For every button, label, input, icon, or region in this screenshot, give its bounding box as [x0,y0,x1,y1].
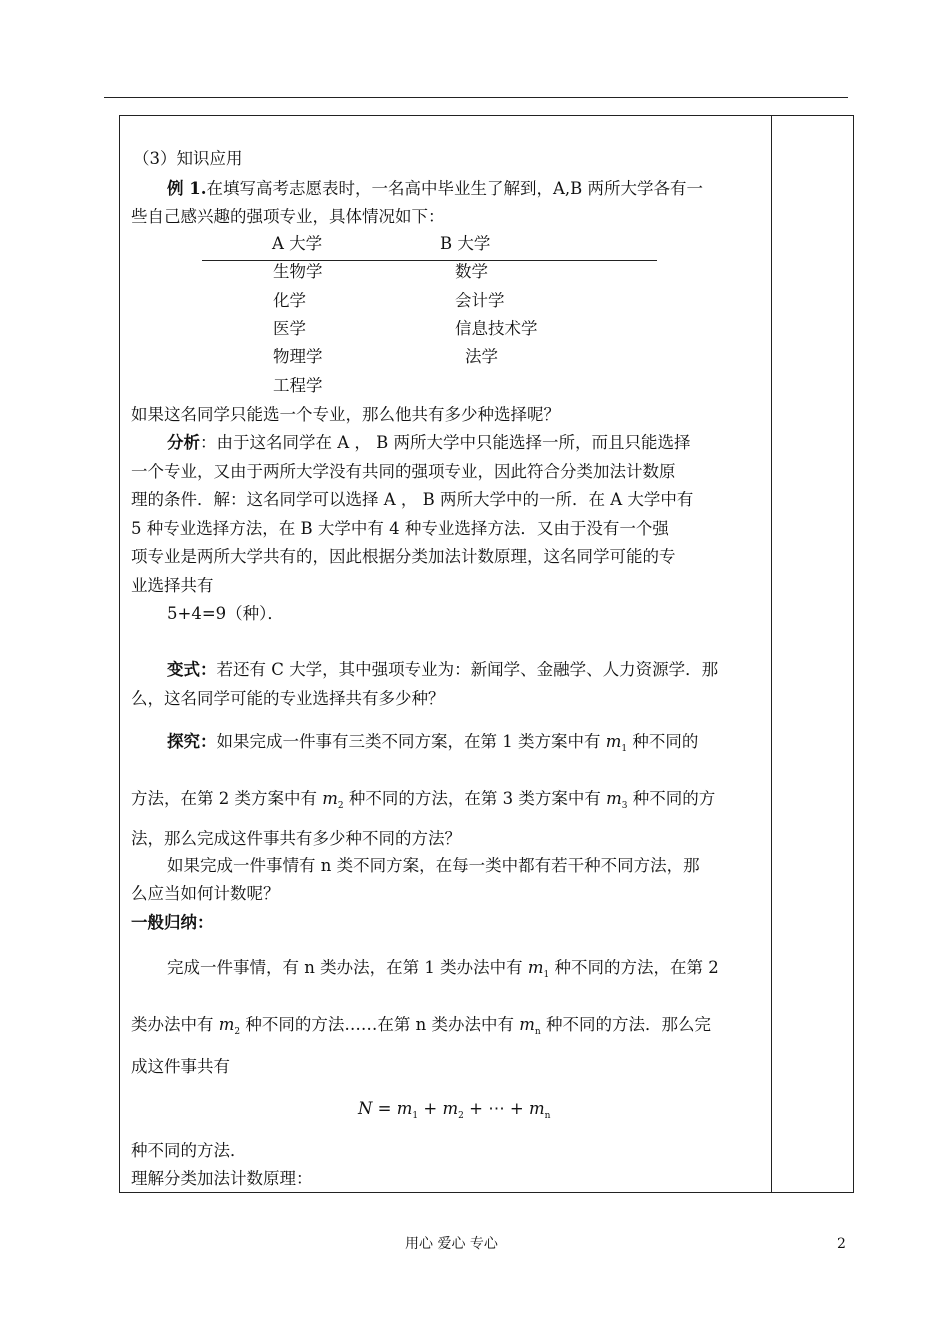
variation-line-1: 变式：若还有 C 大学，其中强项专业为：新闻学、金融学、人力资源学．那 [167,660,719,679]
explore-line-2: 方法，在第 2 类方案中有 $m_2$ 种不同的方法，在第 3 类方案中有 $m_3$ 种不同的方 [131,789,716,811]
table-cell-b: 数学 [455,262,488,281]
header-rule [104,97,848,98]
summary-line-4: 种不同的方法． [131,1141,247,1160]
m2-symbol: $m_2$ [218,1015,241,1037]
explore-line-3: 法，那么完成这件事共有多少种不同的方法？ [131,829,461,848]
analysis-line: 项专业是两所大学共有的，因此根据分类加法计数原理，这名同学可能的专 [131,547,676,566]
explore-line-4: 如果完成一件事情有 n 类不同方案，在每一类中都有若干种不同方法，那 [167,856,700,875]
page-number: 2 [837,1236,846,1252]
example-line-2: 些自己感兴趣的强项专业，具体情况如下： [131,207,445,226]
footer-slogan: 用心 爱心 专心 [405,1236,498,1252]
table-cell-a: 医学 [273,319,306,338]
m1-symbol: $m_1$ [605,732,628,754]
table-cell-b: 会计学 [455,291,505,310]
table-cell-b: 法学 [465,347,498,366]
analysis-label: 分析 [167,433,200,452]
summary-label: 一般归纳： [131,913,214,932]
table-cell-b: 信息技术学 [455,319,538,338]
summary-line-2: 类办法中有 $m_2$ 种不同的方法……在第 n 类办法中有 $m_n$ 种不同的方法．那么完 [131,1015,711,1037]
section-heading: （3）知识应用 [133,149,243,168]
explore-line-5: 么应当如何计数呢？ [131,884,280,903]
analysis-result: 5+4=9（种）． [167,604,284,623]
summary-line-3: 成这件事共有 [131,1057,230,1076]
explore-line-1: 探究：如果完成一件事有三类不同方案，在第 1 类方案中有 $m_1$ 种不同的 [167,732,699,754]
analysis-line-1: 分析：由于这名同学在 A ， B 两所大学中只能选择一所，而且只能选择 [167,433,691,452]
example-label: 例 1. [167,179,207,198]
table-cell-a: 工程学 [273,376,323,395]
m3-symbol: $m_3$ [606,789,628,811]
analysis-line: 一个专业，又由于两所大学没有共同的强项专业，因此符合分类加法计数原 [131,462,676,481]
variation-line-2: 么，这名同学可能的专业选择共有多少种？ [131,689,445,708]
table-header-rule [202,260,657,261]
margin-column-divider [771,115,772,1193]
question-text: 如果这名同学只能选一个专业，那么他共有多少种选择呢？ [131,405,560,424]
example-line-1: 例 1.在填写高考志愿表时，一名高中毕业生了解到，A,B 两所大学各有一 [167,179,704,198]
analysis-line: 5 种专业选择方法，在 B 大学中有 4 种专业选择方法．又由于没有一个强 [131,519,669,538]
table-header-b: B 大学 [440,234,491,253]
m2-symbol: $m_2$ [322,789,344,811]
summary-line-5: 理解分类加法计数原理： [131,1169,313,1188]
table-header-a: A 大学 [272,234,323,253]
explore-label: 探究： [167,732,217,751]
variation-label: 变式： [167,660,217,679]
sum-formula: $N = m_1 + m_2$ + ⋯ + $m_n$ [358,1099,551,1121]
table-cell-a: 生物学 [273,262,323,281]
summary-line-1: 完成一件事情，有 n 类办法，在第 1 类办法中有 $m_1$ 种不同的方法，在第 2 [167,958,719,980]
table-cell-a: 化学 [273,291,306,310]
mn-symbol: $m_n$ [519,1015,541,1037]
table-cell-a: 物理学 [273,347,323,366]
m1-symbol: $m_1$ [527,958,550,980]
analysis-line: 理的条件．解：这名同学可以选择 A ， B 两所大学中的一所．在 A 大学中有 [131,490,694,509]
analysis-line: 业选择共有 [131,576,214,595]
